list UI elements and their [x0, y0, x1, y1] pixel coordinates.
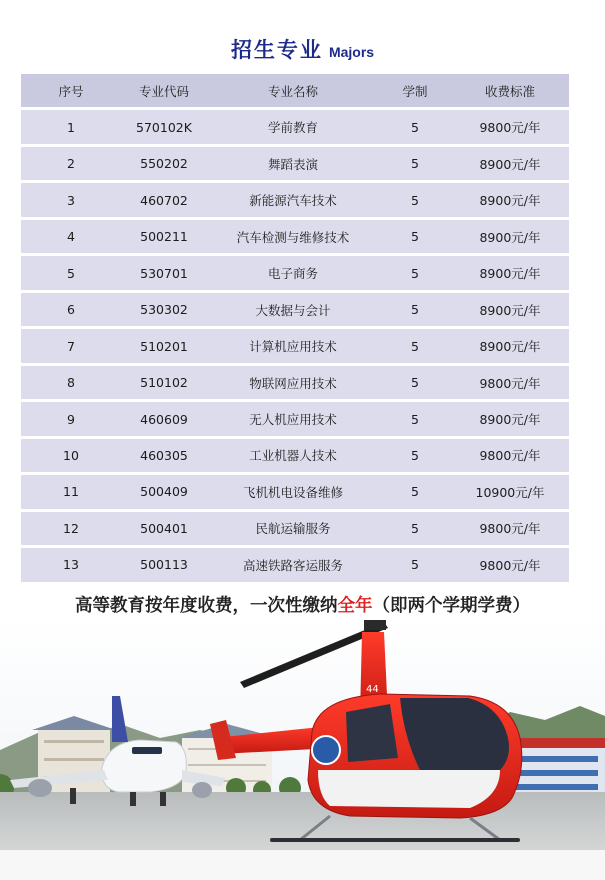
- cell-index: 6: [67, 302, 75, 318]
- table-row: [21, 147, 569, 180]
- header-index: 序号: [58, 83, 84, 99]
- cell-index: 1: [67, 119, 75, 135]
- cell-duration: 5: [411, 375, 419, 391]
- cell-index: 8: [67, 375, 75, 391]
- table-row: [21, 439, 569, 472]
- cell-fee: 8900元/年: [479, 412, 541, 427]
- cell-name: 无人机应用技术: [249, 412, 337, 427]
- cell-fee: 10900元/年: [475, 484, 545, 500]
- fee-note-after: （即两个学期学费）: [372, 596, 530, 616]
- cell-code: 530302: [140, 302, 188, 318]
- cell-index: 5: [67, 265, 75, 281]
- fee-note-before: 高等教育按年度收费，一次性缴纳: [75, 596, 338, 616]
- cell-code: 510102: [140, 375, 188, 391]
- cell-fee: 9800元/年: [479, 375, 541, 391]
- bottom-margin: [0, 850, 605, 880]
- table-row: [21, 475, 569, 508]
- table-row: [21, 366, 569, 399]
- cell-index: 9: [67, 411, 75, 427]
- cell-fee: 8900元/年: [479, 156, 541, 172]
- cell-fee: 9800元/年: [479, 448, 541, 464]
- table-row: [21, 220, 569, 253]
- majors-table: [21, 74, 569, 585]
- title-chinese: 招生专业: [230, 38, 323, 62]
- cell-fee: 8900元/年: [479, 193, 541, 209]
- cell-name: 大数据与会计: [255, 302, 331, 318]
- title-english: Majors: [328, 44, 375, 60]
- header-fee: 收费标准: [484, 83, 535, 99]
- cell-duration: 5: [411, 338, 419, 354]
- table-row: [21, 329, 569, 362]
- cell-duration: 5: [411, 520, 419, 536]
- campus-photo: [0, 620, 605, 850]
- cell-name: 飞机机电设备维修: [242, 484, 343, 500]
- cell-duration: 5: [411, 192, 419, 208]
- cell-code: 530701: [140, 265, 188, 281]
- cell-index: 13: [63, 557, 79, 573]
- cell-name: 物联网应用技术: [249, 375, 337, 391]
- cell-duration: 5: [411, 265, 419, 281]
- white-stripe: [318, 770, 500, 808]
- cell-fee: 9800元/年: [479, 521, 541, 537]
- fee-note: [0, 592, 605, 617]
- cell-duration: 5: [411, 411, 419, 427]
- cell-index: 11: [63, 484, 79, 500]
- cell-name: 汽车检测与维修技术: [236, 229, 350, 245]
- cell-code: 460609: [140, 411, 188, 427]
- helicopter-number: 44: [366, 684, 379, 695]
- cell-duration: 5: [411, 156, 419, 172]
- cell-name: 舞蹈表演: [267, 156, 318, 172]
- cell-fee: 9800元/年: [479, 557, 541, 573]
- table-row: [21, 548, 569, 581]
- cell-name: 工业机器人技术: [249, 448, 337, 464]
- cell-duration: 5: [411, 119, 419, 135]
- landing-skid: [270, 838, 520, 842]
- cell-index: 10: [63, 447, 79, 463]
- cell-index: 3: [67, 192, 75, 208]
- cell-index: 4: [67, 229, 75, 245]
- cell-fee: 8900元/年: [479, 229, 541, 245]
- cell-name: 高速铁路客运服务: [242, 557, 343, 573]
- cell-code: 460305: [140, 447, 188, 463]
- table-row: [21, 512, 569, 545]
- cell-fee: 8900元/年: [479, 339, 541, 355]
- cell-code: 460702: [140, 192, 188, 208]
- table-row: [21, 110, 569, 143]
- cell-index: 12: [63, 520, 79, 536]
- fee-note-highlight: 全年: [337, 596, 373, 616]
- table-row: [21, 256, 569, 289]
- cell-fee: 9800元/年: [479, 120, 541, 136]
- header-duration: 学制: [402, 83, 428, 99]
- table-row: [21, 183, 569, 216]
- cell-fee: 8900元/年: [479, 266, 541, 282]
- cell-code: 510201: [140, 338, 188, 354]
- cell-code: 570102K: [136, 119, 192, 135]
- cell-name: 民航运输服务: [255, 521, 331, 537]
- cell-duration: 5: [411, 447, 419, 463]
- cell-name: 计算机应用技术: [249, 339, 337, 355]
- table-row: [21, 402, 569, 435]
- emblem-icon: [312, 736, 340, 764]
- cell-code: 500211: [140, 229, 188, 245]
- cell-duration: 5: [411, 484, 419, 500]
- cell-duration: 5: [411, 302, 419, 318]
- page-title: [0, 34, 605, 64]
- header-name: 专业名称: [267, 83, 318, 99]
- cell-name: 电子商务: [267, 266, 318, 282]
- cell-index: 7: [67, 338, 75, 354]
- cell-name: 新能源汽车技术: [249, 193, 337, 209]
- cell-index: 2: [67, 156, 75, 172]
- header-code: 专业代码: [138, 83, 189, 99]
- cell-code: 500113: [140, 557, 188, 573]
- cell-duration: 5: [411, 557, 419, 573]
- table-header-row: [21, 74, 569, 107]
- cell-duration: 5: [411, 229, 419, 245]
- table-row: [21, 293, 569, 326]
- cell-name: 学前教育: [267, 120, 318, 136]
- cell-code: 500409: [140, 484, 188, 500]
- cell-code: 550202: [140, 156, 188, 172]
- cell-code: 500401: [140, 520, 188, 536]
- cell-fee: 8900元/年: [479, 302, 541, 318]
